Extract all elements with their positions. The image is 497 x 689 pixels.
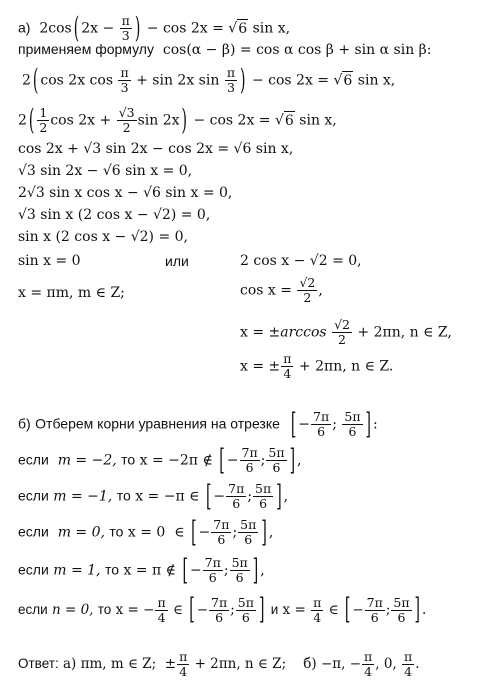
branch2-eq: 2 cos x − √2 = 0, [240, 253, 362, 269]
step-5: sin x (2 cos x − √2) = 0, [18, 229, 189, 245]
part-b-label: б) [18, 415, 31, 432]
case-3: если m = 0, то x = 0 ∈ [ − $\frac{7\pi}{6}$ ; $\frac{5\pi}{6}$ ] , [18, 515, 274, 550]
part-b-intro-text: Отберем корни уравнения на отрезке [35, 415, 280, 432]
expanded-equation: 2 ( cos 2x cos $\frac{\pi}{3}$ + sin 2x sin $\frac{\pi}{3}$ ) − cos 2x = √6 sin x, [22, 63, 396, 98]
step-4: √3 sin x (2 cos x − √2) = 0, [18, 207, 211, 223]
part-a-equation: а) 2cos ( 2x − $\frac{\pi}{3}$ ) − cos 2x = √6 sin x, [18, 11, 291, 46]
part-b-intro: б) Отберем корни уравнения на отрезке [ − $\frac{7\pi}{6}$ ; $\frac{5\pi}{6}$ ] : [18, 407, 378, 442]
step-3: 2√3 sin x cos x − √6 sin x = 0, [18, 185, 233, 201]
case-1: если m = −2, то x = −2π ∉ [ − $\frac{7\pi}{6}$ ; $\frac{5\pi}{6}$ ] , [18, 443, 302, 478]
cos-value: cos x = $\frac{√2}{2}$ , [240, 275, 323, 305]
branch1-eq: sin x = 0 [18, 253, 81, 269]
branch1-solution: x = πm, m ∈ Z; [18, 285, 125, 301]
answer-line: Ответ: а) πm, m ∈ Z; ± $\frac{\pi}{4}$ + 2πn, n ∈ Z; б) −π, − $\frac{\pi}{4}$ , 0, $\frac{\pi}{4}$ . [18, 649, 420, 679]
case-4: если m = 1, то x = π ∉ [ − $\frac{7\pi}{6}$ ; $\frac{5\pi}{6}$ ] , [18, 553, 265, 588]
case-5: если n = 0, то x = − $\frac{\pi}{4}$ ∈ [ − $\frac{7\pi}{6}$ ; $\frac{5\pi}{6}$ ] и x = $\frac{\pi}{4}$ ∈ [ − $\frac{7\pi}{6}$ ; $\frac{5\pi}{6}$ ] . [18, 593, 427, 627]
arccos-solution: x = ±arccos $\frac{√2}{2}$ + 2πn, n ∈ Z, [240, 317, 452, 347]
case-2: если m = −1, то x = −π ∈ [ − $\frac{7\pi}{6}$ ; $\frac{5\pi}{6}$ ] , [18, 479, 289, 514]
or-word: или [165, 253, 189, 269]
substituted-equation: 2 ( $\frac{1}{2}$ cos 2x + $\frac{√3}{2}$ sin 2x ) − cos 2x = √6 sin x, [18, 103, 337, 138]
part-a-label: а) [18, 19, 31, 36]
fraction: $\frac{\pi}{3}$ [121, 13, 130, 43]
identity-lhs: cos(α − β) = [162, 42, 252, 58]
step-1: cos 2x + √3 sin 2x − cos 2x = √6 sin x, [18, 141, 294, 157]
step-2: √3 sin 2x − √6 sin x = 0, [18, 163, 193, 179]
formula-note: применяем формулу [18, 41, 154, 57]
identity-rhs: cos α cos β + sin α sin β: [256, 42, 432, 58]
answer-label: Ответ: [18, 656, 59, 671]
final-solution-a: x = ± $\frac{\pi}{4}$ + 2πn, n ∈ Z. [240, 351, 394, 381]
formula-line [18, 40, 431, 59]
